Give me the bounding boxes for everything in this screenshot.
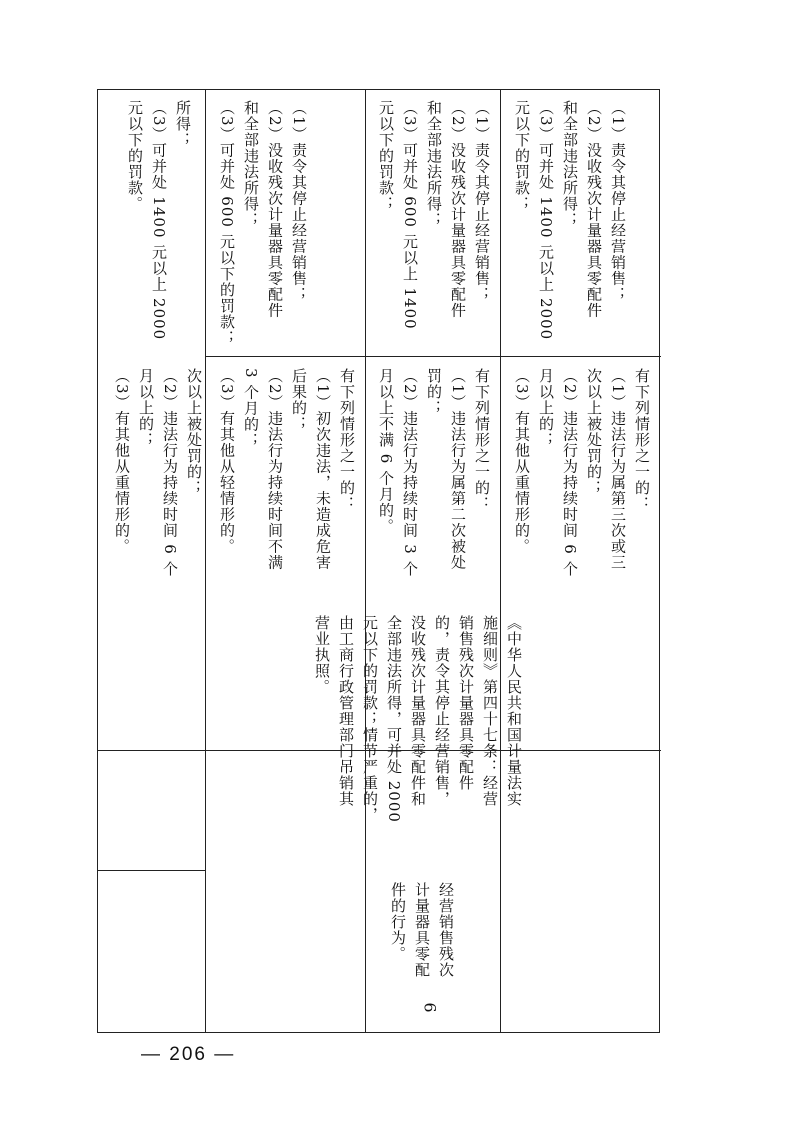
column-divider xyxy=(205,356,661,357)
column-divider xyxy=(98,870,205,871)
row-number: 6 xyxy=(420,1002,440,1013)
page-number: — 206 — xyxy=(141,1044,236,1065)
level2-penalty: （1）责令其停止经营销售； （2）没收残次计量器具零配件 和全部违法所得； （3）可并处 600 元以上 1400 元以下的罚款； xyxy=(377,100,491,330)
continuation-circumstances: 次以上被处罚的； （2）违法行为持续时间 6 个 月以上的； （3）有其他从重情形的。 xyxy=(113,368,203,577)
level-divider xyxy=(365,90,366,1032)
level3-circumstances: 有下列情形之一的： （1）违法行为属第三次或三 次以上被处罚的； （2）违法行为持续时间 6 个 月以上的； （3）有其他从重情形的。 xyxy=(513,368,651,577)
illegal-behavior: 经营销售残次 计量器具零配 件的行为。 xyxy=(389,882,455,978)
level-divider xyxy=(500,90,501,1032)
continuation-penalty: 所得； （3）可并处 1400 元以上 2000 元以下的罚款。 xyxy=(126,100,192,341)
level2-circumstances: 有下列情形之一的： （1）违法行为属第二次被处 罚的； （2）违法行为持续时间 3 个 月以上不满 6 个月的。 xyxy=(377,368,491,577)
level3-penalty: （1）责令其停止经营销售； （2）没收残次计量器具零配件 和全部违法所得； （3）可并处 1400 元以上 2000 元以下的罚款； xyxy=(513,100,627,341)
level1-penalty: （1）责令其停止经营销售； （2）没收残次计量器具零配件 和全部违法所得； （3）可并处 600 元以下的罚款； xyxy=(218,100,308,346)
legal-basis: 《中华人民共和国计量法实 施细则》第四十七条：经营 销售残次计量器具零配件 的，责令其停止经营销售， 没收残次计量器具零配件和 全部违法所得，可并处 2000 元以下的罚款；情节严重的， 由工商行政管理部门吊销其 营业执照。 xyxy=(313,615,523,823)
penalty-table xyxy=(97,89,660,1033)
level1-circumstances: 有下列情形之一的： （1）初次违法，未造成危害 后果的； （2）违法行为持续时间不满 3 个月的； （3）有其他从轻情形的。 xyxy=(218,368,356,571)
